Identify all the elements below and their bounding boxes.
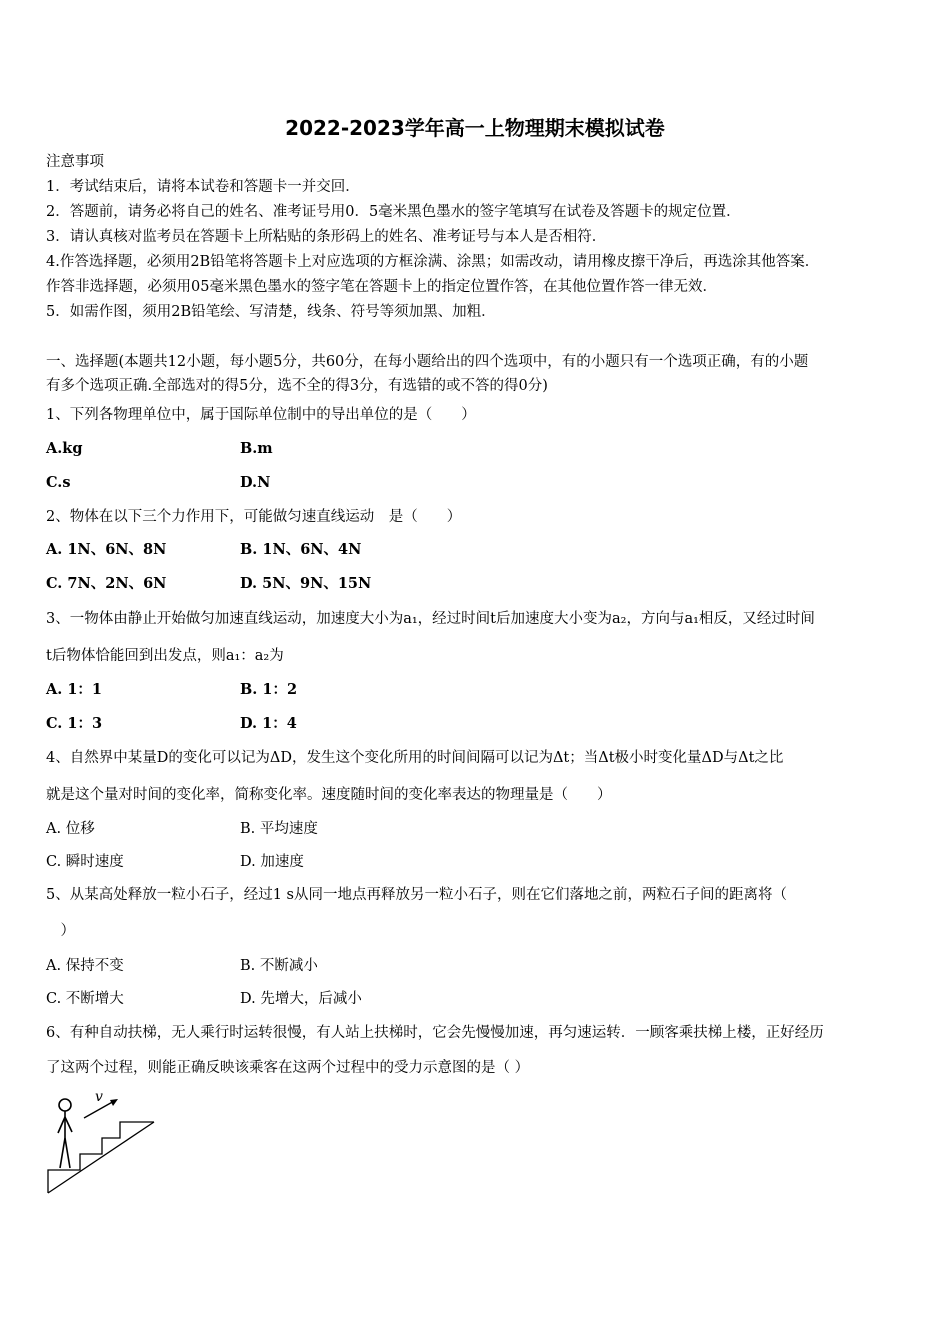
q3-stem-line1: 3、一物体由静止开始做匀加速直线运动，加速度大小为a₁，经过时间t后加速度大小变为a₂，方向与a₁相反，又经过时间 bbox=[46, 611, 815, 627]
q5-option-d: D. 先增大，后减小 bbox=[240, 991, 362, 1007]
section-heading-line1: 一、选择题(本题共12小题，每小题5分，共60分，在每小题给出的四个选项中，有的小题只有一个选项正确，有的小题 bbox=[46, 354, 809, 370]
q4-stem-line2: 就是这个量对时间的变化率，简称变化率。速度随时间的变化率表达的物理量是（ ） bbox=[46, 787, 612, 803]
q4-stem-line1: 4、自然界中某量D的变化可以记为ΔD，发生这个变化所用的时间间隔可以记为Δt；当Δt极小时变化量ΔD与Δt之比 bbox=[46, 750, 784, 766]
q5-option-c: C. 不断增大 bbox=[46, 991, 124, 1007]
q1-option-a: A.kg bbox=[46, 440, 83, 457]
q6-stem-line1: 6、有种自动扶梯，无人乘行时运转很慢，有人站上扶梯时，它会先慢慢加速，再匀速运转．一顾客乘扶梯上楼，正好经历 bbox=[46, 1025, 824, 1041]
notice-item-2: 2．答题前，请务必将自己的姓名、准考证号用0．5毫米黑色墨水的签字笔填写在试卷及答题卡的规定位置． bbox=[46, 204, 741, 220]
q3-stem-line2: t后物体恰能回到出发点，则a₁：a₂为 bbox=[46, 648, 284, 664]
q2-option-b: B. 1N、6N、4N bbox=[240, 541, 362, 558]
q3-option-c: C. 1：3 bbox=[46, 715, 103, 732]
escalator-slope bbox=[48, 1122, 154, 1193]
notice-item-4: 4.作答选择题，必须用2B铅笔将答题卡上对应选项的方框涂满、涂黑；如需改动，请用橡皮擦干净后，再选涂其他答案． bbox=[46, 254, 820, 270]
notice-item-3: 3．请认真核对监考员在答题卡上所粘贴的条形码上的姓名、准考证号与本人是否相符． bbox=[46, 229, 607, 245]
velocity-label: v bbox=[95, 1089, 103, 1105]
q1-option-c: C.s bbox=[46, 474, 71, 491]
q1-stem: 1、下列各物理单位中，属于国际单位制中的导出单位的是（ ） bbox=[46, 407, 476, 423]
q3-option-d: D. 1：4 bbox=[240, 715, 297, 732]
q5-stem-line2: ） bbox=[46, 923, 75, 939]
notice-item-5: 5．如需作图，须用2B铅笔绘、写清楚，线条、符号等须加黑、加粗． bbox=[46, 304, 496, 320]
q6-stem-line2: 了这两个过程，则能正确反映该乘客在这两个过程中的受力示意图的是（ ） bbox=[46, 1060, 530, 1076]
q5-option-a: A. 保持不变 bbox=[46, 958, 124, 974]
q4-option-d: D. 加速度 bbox=[240, 854, 304, 870]
q4-option-a: A. 位移 bbox=[46, 821, 95, 837]
q5-stem-line1: 5、从某高处释放一粒小石子，经过1 s从同一地点再释放另一粒小石子，则在它们落地之前，两粒石子间的距离将（ bbox=[46, 887, 787, 903]
passenger-figure bbox=[58, 1099, 72, 1168]
q3-option-b: B. 1：2 bbox=[240, 681, 298, 698]
escalator-figure bbox=[40, 1088, 160, 1200]
q2-stem: 2、物体在以下三个力作用下，可能做匀速直线运动 是（ ） bbox=[46, 509, 462, 525]
notice-item-1: 1．考试结束后，请将本试卷和答题卡一并交回． bbox=[46, 179, 360, 195]
notice-item-4-cont: 作答非选择题，必须用05毫米黑色墨水的签字笔在答题卡上的指定位置作答，在其他位置作答一律无效． bbox=[46, 279, 717, 295]
q1-option-b: B.m bbox=[240, 440, 273, 457]
q5-option-b: B. 不断减小 bbox=[240, 958, 318, 974]
section-heading-line2: 有多个选项正确.全部选对的得5分，选不全的得3分，有选错的或不答的得0分) bbox=[46, 378, 548, 394]
q4-option-b: B. 平均速度 bbox=[240, 821, 318, 837]
notice-heading: 注意事项 bbox=[46, 154, 104, 170]
q2-option-a: A. 1N、6N、8N bbox=[46, 541, 167, 558]
q2-option-d: D. 5N、9N、15N bbox=[240, 575, 372, 592]
q3-option-a: A. 1：1 bbox=[46, 681, 103, 698]
q1-option-d: D.N bbox=[240, 474, 271, 491]
q2-option-c: C. 7N、2N、6N bbox=[46, 575, 167, 592]
page-title: 2022-2023学年高一上物理期末模拟试卷 bbox=[285, 116, 665, 140]
q4-option-c: C. 瞬时速度 bbox=[46, 854, 124, 870]
